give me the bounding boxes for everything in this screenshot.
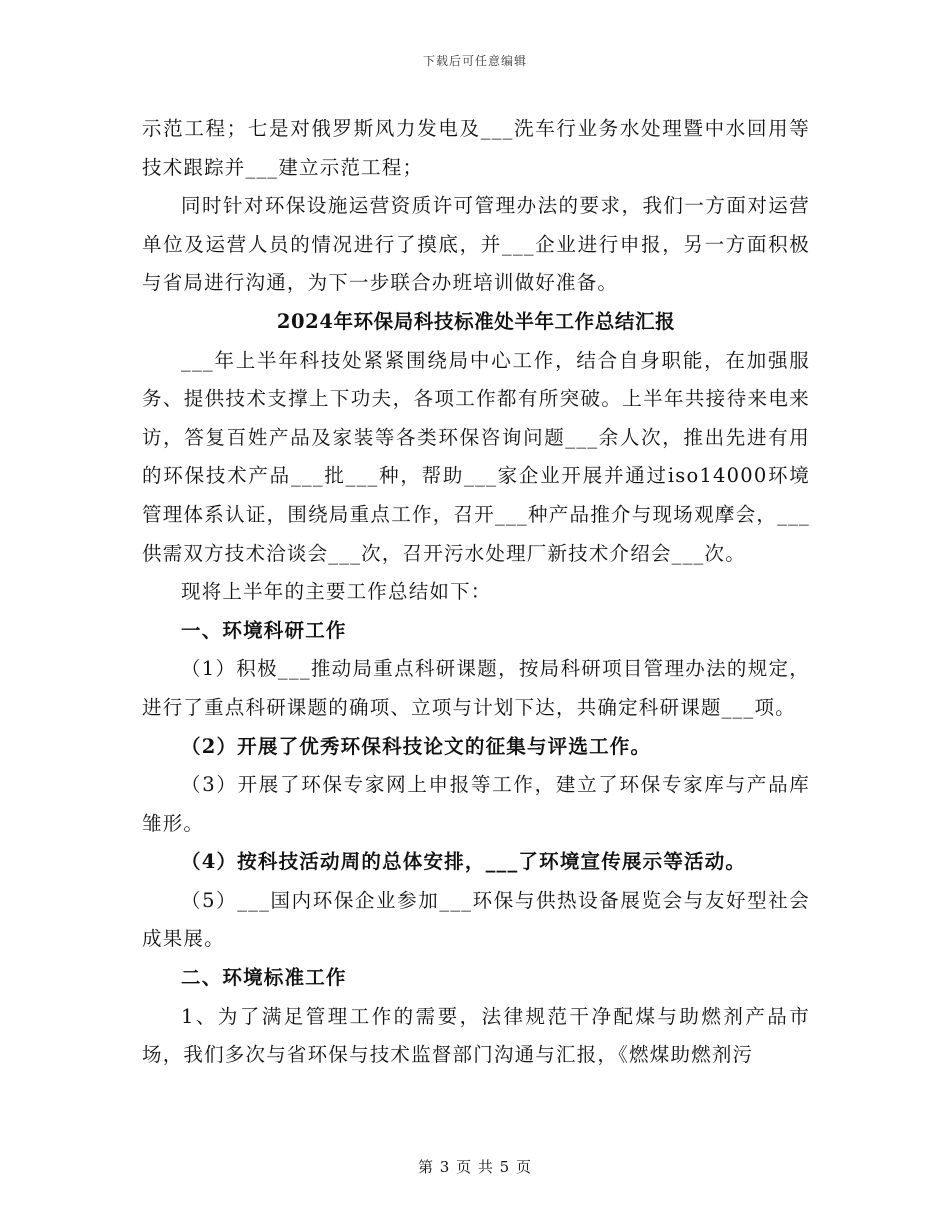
header-note: 下载后可任意编辑 xyxy=(422,54,527,68)
paragraph-summary-lead: 现将上半年的主要工作总结如下： xyxy=(181,580,492,604)
page-number: 第 3 页 共 5 页 xyxy=(418,1158,532,1176)
document-body xyxy=(142,110,810,1075)
section-heading-research: 一、环境科研工作 xyxy=(181,618,347,642)
section-heading-standards: 二、环境标准工作 xyxy=(181,966,347,990)
list-item-5: （5）___国内环保企业参加___环保与供热设备展览会与友好型社会成果展。 xyxy=(142,888,810,951)
paragraph-continuation: 示范工程；七是对俄罗斯风力发电及___洗车行业务水处理暨中水回用等技术跟踪并___建立示范工程； xyxy=(142,117,810,179)
list-item-4: （4）按科技活动周的总体安排，___了环境宣传展示等活动。 xyxy=(181,850,747,874)
list-item-3: （3）开展了环保专家网上申报等工作，建立了环保专家库与产品库雏形。 xyxy=(142,773,810,835)
paragraph-standards-1: 1、为了满足管理工作的需要，法律规范干净配煤与助燃剂产品市场，我们多次与省环保与技术监督部门沟通与汇报，《燃煤助燃剂污 xyxy=(142,1004,810,1067)
list-item-2: （2）开展了优秀环保科技论文的征集与评选工作。 xyxy=(181,734,652,758)
document-title: 2024年环保局科技标准处半年工作总结汇报 xyxy=(276,309,676,333)
list-item-1: （1）积极___推动局重点科研课题，按局科研项目管理办法的规定，进行了重点科研课题的确项、立项与计划下达，共确定科研课题___项。 xyxy=(142,657,810,719)
paragraph-operations-license: 同时针对环保设施运营资质许可管理办法的要求，我们一方面对运营单位及运营人员的情况进行了摸底，并___企业进行申报，另一方面积极与省局进行沟通，为下一步联合办班培训做好准备。 xyxy=(142,194,810,295)
paragraph-intro: ___年上半年科技处紧紧围绕局中心工作，结合自身职能，在加强服务、提供技术支撑上下功夫，各项工作都有所突破。上半年共接待来电来访，答复百姓产品及家装等各类环保咨询问题___余人次，推出先进有用的环保技术产品___批___种，帮助___家企业开展并通过iso14000环境管理体系认证，围绕局重点工作，召开___种产品推介与现场观摩会，___供需双方技术洽谈会___次，召开污水处理厂新技术介绍会___次。 xyxy=(142,348,810,565)
